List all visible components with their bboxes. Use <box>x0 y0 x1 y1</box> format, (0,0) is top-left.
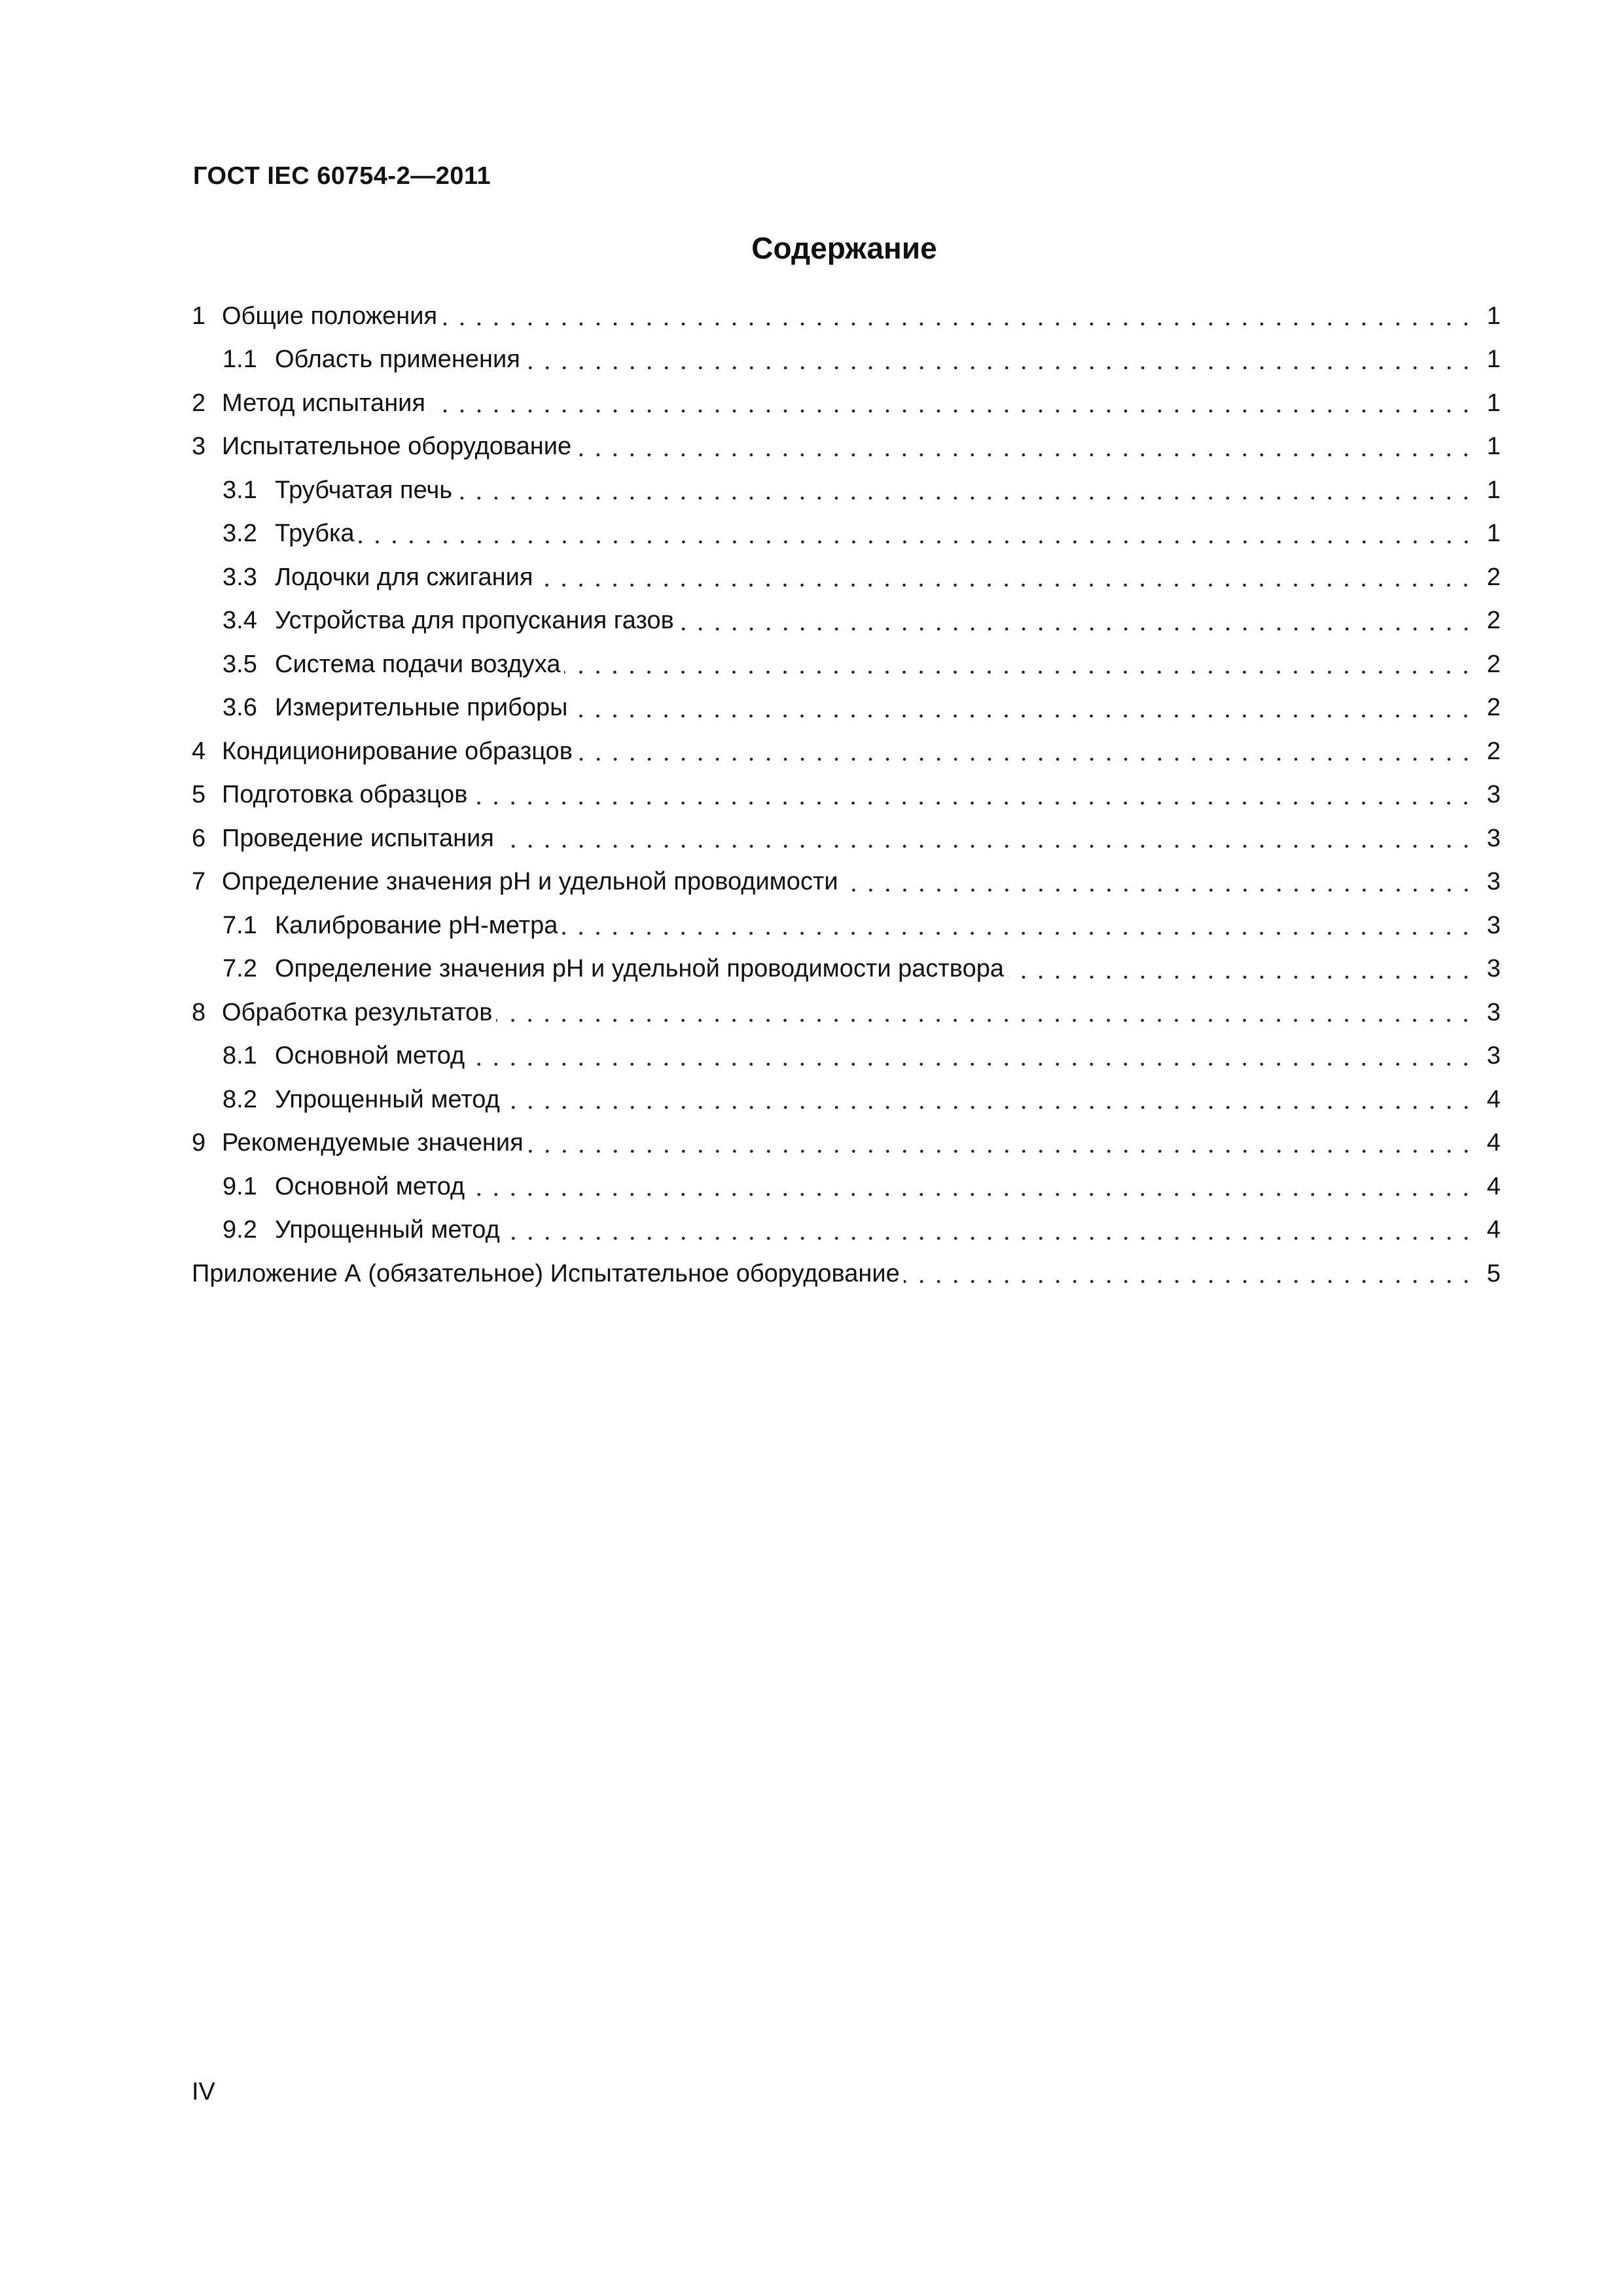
page-number: IV <box>192 2078 215 2106</box>
toc-entry-number: 3.1 <box>223 476 257 504</box>
toc-entry-number: 3.6 <box>223 694 257 722</box>
toc-entry[interactable] <box>192 1209 1501 1253</box>
toc-entry-label: Область применения <box>275 346 520 374</box>
toc-entry-label: Приложение А (обязательное) Испытательное оборудование <box>192 1259 900 1287</box>
dot-leader <box>359 522 1477 548</box>
dot-leader <box>527 1132 1477 1158</box>
toc-entry-number: 8.2 <box>223 1085 257 1113</box>
toc-entry[interactable] <box>192 643 1501 687</box>
toc-entry-number: 2 <box>192 389 206 417</box>
toc-entry-page: 4 <box>1486 1129 1501 1157</box>
toc-entry-page: 2 <box>1486 650 1501 678</box>
toc-entry-number: 9.2 <box>223 1216 257 1244</box>
toc-entry-page: 5 <box>1486 1259 1501 1287</box>
toc-entry-label: Определение значения рН и удельной проводимости раствора <box>275 955 1004 983</box>
toc-entry-label: Кондиционирование образцов <box>222 737 573 765</box>
toc-entry-number: 9.1 <box>223 1172 257 1200</box>
dot-leader <box>469 1175 1477 1201</box>
toc-entry-page: 3 <box>1486 998 1501 1026</box>
toc-entry-number: 4 <box>192 737 206 765</box>
toc-entry-label: Упрощенный метод <box>275 1085 500 1113</box>
toc-entry-page: 2 <box>1486 563 1501 591</box>
toc-entry-label: Трубчатая печь <box>275 476 453 504</box>
dot-leader <box>1008 958 1477 984</box>
toc-entry-number: 1 <box>192 302 206 330</box>
toc-entry[interactable] <box>192 600 1501 643</box>
toc-entry-label: Проведение испытания <box>222 824 494 852</box>
toc-entry-page: 4 <box>1486 1172 1501 1200</box>
toc-entry-number: 3.2 <box>223 520 257 548</box>
dot-leader <box>441 304 1477 331</box>
toc-entry[interactable] <box>192 904 1501 948</box>
toc-entry-page: 3 <box>1486 824 1501 852</box>
dot-leader <box>577 740 1477 766</box>
toc-entry-label: Определение значения рН и удельной проводимости <box>222 868 838 896</box>
toc-entry-number: 5 <box>192 781 206 809</box>
toc-entry[interactable] <box>192 1165 1501 1209</box>
dot-leader <box>504 1088 1477 1114</box>
toc-entry-page: 2 <box>1486 694 1501 722</box>
toc-entry-label: Метод испытания <box>222 389 425 417</box>
toc-entry[interactable] <box>192 295 1501 338</box>
toc-entry-page: 1 <box>1486 302 1501 330</box>
toc-entry-label: Устройства для пропускания газов <box>275 607 674 635</box>
dot-leader <box>504 1219 1477 1245</box>
dot-leader <box>429 391 1477 418</box>
toc-entry[interactable] <box>192 338 1501 382</box>
dot-leader <box>571 696 1477 723</box>
toc-entry-number: 3 <box>192 433 206 461</box>
dot-leader <box>471 783 1477 810</box>
toc-entry[interactable] <box>192 556 1501 600</box>
toc-entry-page: 1 <box>1486 389 1501 417</box>
toc-entry-number: 3.4 <box>223 607 257 635</box>
dot-leader <box>678 609 1477 636</box>
toc-entry-label: Основной метод <box>275 1172 465 1200</box>
toc-entry[interactable] <box>192 469 1501 512</box>
toc-entry[interactable] <box>192 382 1501 425</box>
toc-entry-page: 1 <box>1486 520 1501 548</box>
toc-entry-number: 8.1 <box>223 1042 257 1070</box>
toc-entry-label: Калибрование рН-метра <box>275 911 558 939</box>
table-of-contents <box>192 295 1501 1296</box>
dot-leader <box>842 870 1477 897</box>
toc-entry-label: Общие положения <box>222 302 438 330</box>
toc-entry-number: 3.3 <box>223 563 257 591</box>
toc-entry[interactable] <box>192 861 1501 905</box>
dot-leader <box>469 1045 1477 1071</box>
toc-entry[interactable] <box>192 817 1501 861</box>
dot-leader <box>575 435 1477 461</box>
toc-entry[interactable] <box>192 730 1501 774</box>
toc-entry-number: 3.5 <box>223 650 257 678</box>
toc-entry-page: 3 <box>1486 781 1501 809</box>
toc-entry-number: 7.2 <box>223 955 257 983</box>
toc-entry-label: Измерительные приборы <box>275 694 568 722</box>
toc-entry-label: Обработка результатов <box>222 998 493 1026</box>
dot-leader <box>524 348 1477 374</box>
toc-title: Содержание <box>751 231 937 265</box>
toc-entry-label: Рекомендуемые значения <box>222 1129 524 1157</box>
toc-entry-number: 9 <box>192 1129 206 1157</box>
toc-entry-label: Трубка <box>275 520 355 548</box>
toc-entry[interactable] <box>192 1035 1501 1079</box>
toc-entry[interactable] <box>192 948 1501 992</box>
dot-leader <box>496 1001 1477 1027</box>
toc-entry-page: 1 <box>1486 346 1501 374</box>
toc-entry[interactable] <box>192 1252 1501 1296</box>
toc-entry[interactable] <box>192 512 1501 556</box>
toc-entry-page: 3 <box>1486 955 1501 983</box>
toc-entry-page: 3 <box>1486 911 1501 939</box>
toc-entry[interactable] <box>192 991 1501 1035</box>
toc-entry-label: Система подачи воздуха <box>275 650 561 678</box>
toc-entry-page: 2 <box>1486 607 1501 635</box>
dot-leader <box>562 914 1477 940</box>
toc-entry-page: 3 <box>1486 868 1501 896</box>
dot-leader <box>904 1262 1477 1288</box>
dot-leader <box>498 827 1477 853</box>
toc-entry[interactable] <box>192 1122 1501 1166</box>
toc-entry-page: 1 <box>1486 433 1501 461</box>
toc-entry[interactable] <box>192 1078 1501 1122</box>
toc-entry-label: Испытательное оборудование <box>222 433 572 461</box>
toc-entry[interactable] <box>192 425 1501 469</box>
toc-entry-number: 7 <box>192 868 206 896</box>
toc-entry-page: 1 <box>1486 476 1501 504</box>
toc-entry-page: 4 <box>1486 1216 1501 1244</box>
toc-entry-page: 3 <box>1486 1042 1501 1070</box>
toc-entry-number: 7.1 <box>223 911 257 939</box>
toc-entry-label: Основной метод <box>275 1042 465 1070</box>
document-code: ГОСТ IEC 60754-2—2011 <box>193 162 491 190</box>
toc-entry[interactable] <box>192 687 1501 730</box>
toc-entry-number: 8 <box>192 998 206 1026</box>
toc-entry-label: Упрощенный метод <box>275 1216 500 1244</box>
toc-entry[interactable] <box>192 774 1501 817</box>
toc-entry-number: 1.1 <box>223 346 257 374</box>
toc-entry-label: Лодочки для сжигания <box>275 563 533 591</box>
toc-entry-page: 4 <box>1486 1085 1501 1113</box>
dot-leader <box>456 478 1477 505</box>
toc-entry-number: 6 <box>192 824 206 852</box>
toc-entry-page: 2 <box>1486 737 1501 765</box>
dot-leader <box>564 653 1477 679</box>
toc-entry-label: Подготовка образцов <box>222 781 468 809</box>
dot-leader <box>537 565 1477 592</box>
